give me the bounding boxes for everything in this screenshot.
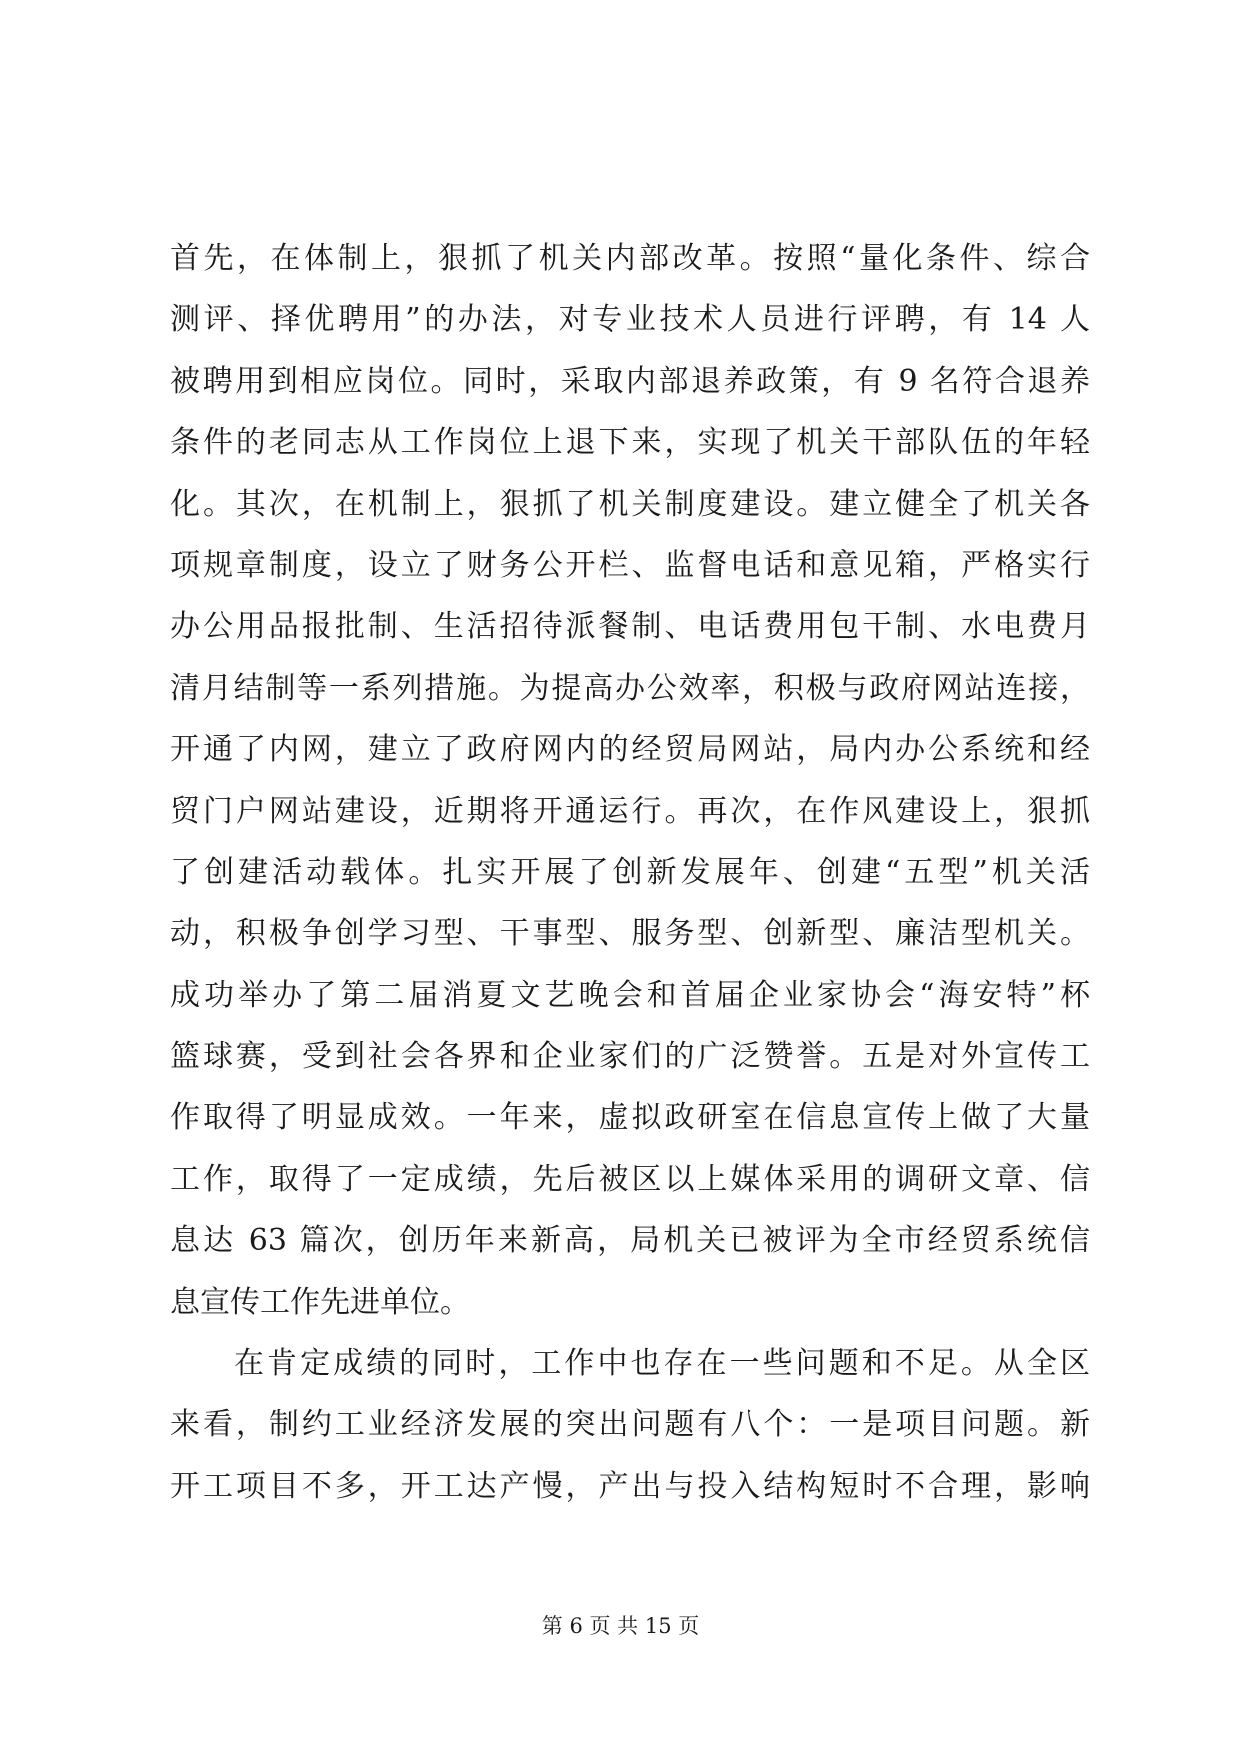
text-line: 办公用品报批制、生活招待派餐制、电话费用包干制、水电费月 xyxy=(170,609,1090,645)
paragraph-1 xyxy=(170,228,1090,1333)
text-line: 贸门户网站建设，近期将开通运行。再次，在作风建设上，狠抓 xyxy=(170,793,1090,829)
text-line: 工作，取得了一定成绩，先后被区以上媒体采用的调研文章、信 xyxy=(170,1161,1090,1197)
text-line: 了创建活动载体。扎实开展了创新发展年、创建“五型”机关活 xyxy=(170,854,1090,890)
text-line: 首先，在体制上，狠抓了机关内部改革。按照“量化条件、综合 xyxy=(170,241,1090,276)
text-line: 项规章制度，设立了财务公开栏、监督电话和意见箱，严格实行 xyxy=(170,547,1090,583)
text-line: 作取得了明显成效。一年来，虚拟政研室在信息宣传上做了大量 xyxy=(170,1100,1090,1136)
paragraph-2 xyxy=(170,1333,1090,1517)
text-line: 息宣传工作先进单位。 xyxy=(170,1284,470,1320)
page-number-footer: 第 6 页 共 15 页 xyxy=(541,1614,700,1638)
text-line: 在肯定成绩的同时，工作中也存在一些问题和不足。从全区 xyxy=(234,1346,1090,1382)
text-line: 被聘用到相应岗位。同时，采取内部退养政策，有 9 名符合退养 xyxy=(170,363,1090,399)
document-body xyxy=(170,228,1090,1517)
text-line: 化。其次，在机制上，狠抓了机关制度建设。建立健全了机关各 xyxy=(170,486,1090,522)
text-line: 篮球赛，受到社会各界和企业家们的广泛赞誉。五是对外宣传工 xyxy=(170,1039,1090,1075)
text-line: 来看，制约工业经济发展的突出问题有八个：一是项目问题。新 xyxy=(170,1407,1090,1443)
text-line: 清月结制等一系列措施。为提高办公效率，积极与政府网站连接， xyxy=(170,670,1090,706)
text-line: 条件的老同志从工作岗位上退下来，实现了机关干部队伍的年轻 xyxy=(170,425,1090,461)
text-line: 成功举办了第二届消夏文艺晚会和首届企业家协会“海安特”杯 xyxy=(170,977,1090,1013)
text-line: 测评、择优聘用”的办法，对专业技术人员进行评聘，有 14 人 xyxy=(170,302,1090,338)
text-line: 开工项目不多，开工达产慢，产出与投入结构短时不合理，影响 xyxy=(170,1468,1090,1504)
text-line: 息达 63 篇次，创历年来新高，局机关已被评为全市经贸系统信 xyxy=(170,1223,1090,1259)
text-line: 开通了内网，建立了政府网内的经贸局网站，局内办公系统和经 xyxy=(170,732,1090,768)
text-line: 动，积极争创学习型、干事型、服务型、创新型、廉洁型机关。 xyxy=(170,916,1090,952)
